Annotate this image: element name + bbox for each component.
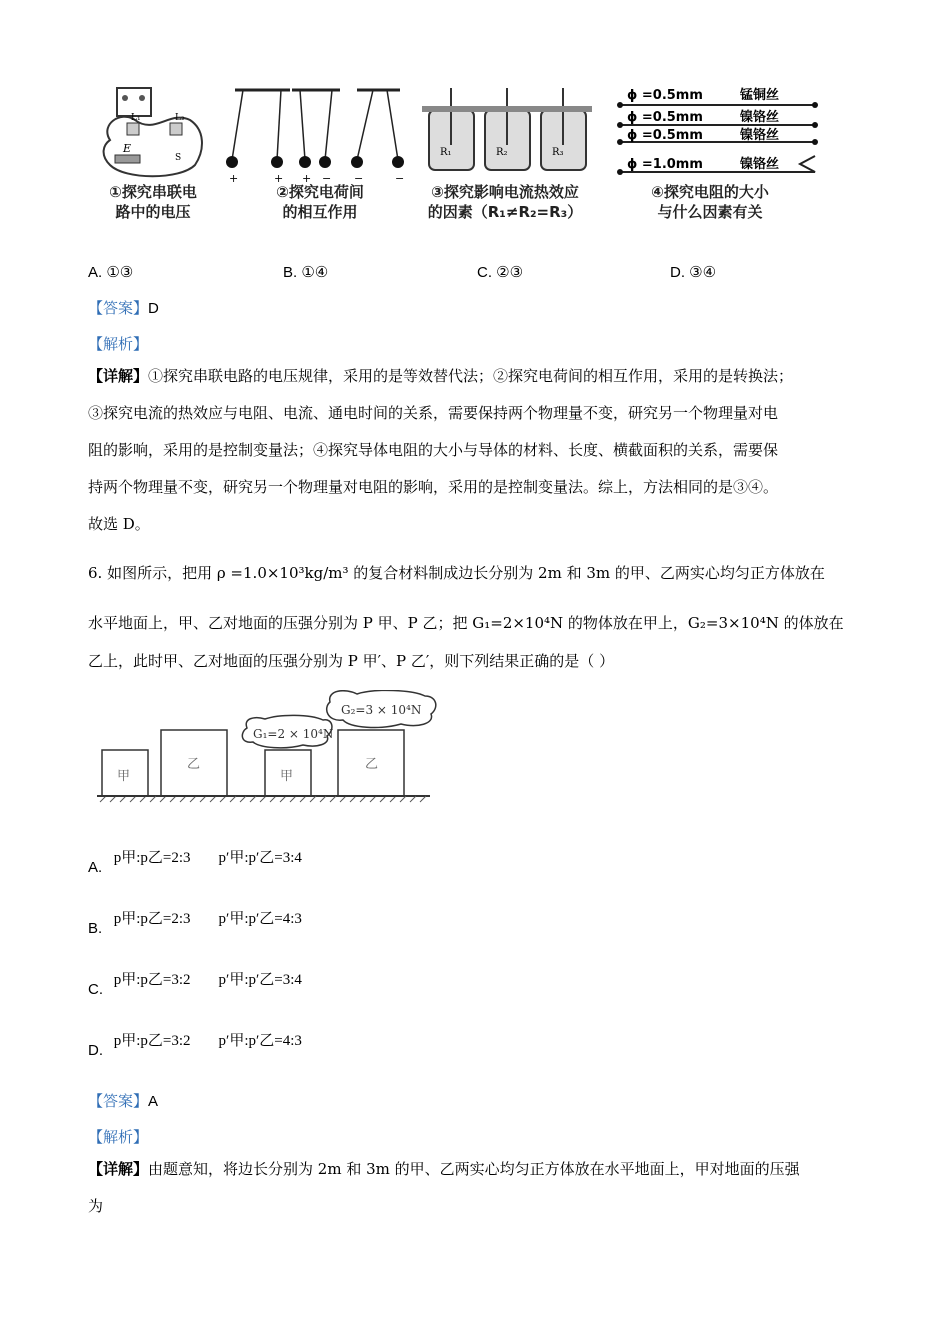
cubes-figure [95,690,455,805]
svg-text:G₁=2 × 10⁴N: G₁=2 × 10⁴N [253,727,334,741]
q6-analysis-tag: 【解析】 [88,1128,149,1146]
q5-option-d[interactable]: D. ③④ [670,264,717,281]
q5-option-b[interactable]: B. ①④ [283,264,329,281]
series-circuit-illustration [104,88,202,176]
detail-tag: 【详解】 [88,367,149,385]
svg-text:镍铬丝: 镍铬丝 [740,157,780,172]
charge-sign: + [302,172,312,185]
resistance-wires-illustration [617,87,818,175]
q5-detail: 【详解】①探究串联电路的电压规律，采用的是等效替代法；②探究电荷间的相互作用，采用的是转换法； ③探究电流的热效应与电阻、电流、通电时间的关系，需要保持两个物理量不变，研究另一个物理量对电 阻的影响，采用的是控制变量法；④探究导体电阻的大小与导体的材料、长度、横截面积的关系，需要保 持两个物理量不变，研究另一个物理量对电阻的影响，采用的是控制变量法。综上，方法相同的是③④。 故选 D。 [88,367,794,533]
svg-text:甲: 甲 [280,769,294,784]
q6-answer: 【答案】A [88,1092,159,1110]
charge-sign: − [354,172,364,185]
svg-text:E: E [123,142,132,155]
heating-jars-illustration [422,88,592,170]
svg-text:锰铜丝: 锰铜丝 [740,88,780,103]
svg-text:L₂: L₂ [175,113,185,123]
charged-spheres-illustration [226,90,404,185]
caption-3: ③探究影响电流热效应 的因素（R₁≠R₂=R₃） [427,183,583,221]
svg-text:甲: 甲 [117,769,131,784]
caption-4: ④探究电阻的大小 与什么因素有关 [651,183,769,221]
svg-text:G₂=3 × 10⁴N: G₂=3 × 10⁴N [341,703,422,717]
q5-answer: 【答案】D [88,299,159,317]
q5-option-a[interactable]: A. ①③ [88,264,134,281]
detail-tag: 【详解】 [88,1160,149,1178]
charge-sign: + [229,172,239,185]
svg-text:ϕ =0.5mm: ϕ =0.5mm [627,88,703,103]
q6-option-d[interactable]: D. p甲:p乙=3:2 p′甲:p′乙=4:3 [88,1033,302,1059]
q5-option-c[interactable]: C. ②③ [477,264,524,281]
q5-analysis-tag: 【解析】 [88,335,149,353]
caption-2: ②探究电荷间 的相互作用 [276,183,364,221]
svg-text:乙: 乙 [365,757,379,772]
charge-sign: − [395,172,405,185]
svg-text:ϕ =1.0mm: ϕ =1.0mm [627,157,703,172]
q6-option-b[interactable]: B. p甲:p乙=2:3 p′甲:p′乙=4:3 [88,911,302,937]
svg-text:R₃: R₃ [552,147,564,158]
charge-sign: − [322,172,332,185]
svg-text:ϕ =0.5mm: ϕ =0.5mm [627,128,703,143]
svg-text:S: S [175,153,182,163]
svg-text:L₁: L₁ [131,113,141,123]
q6-option-a[interactable]: A. p甲:p乙=2:3 p′甲:p′乙=3:4 [88,850,302,876]
svg-text:ϕ =0.5mm: ϕ =0.5mm [627,110,703,125]
q6-stem-line1: 6. 如图所示，把用 ρ =1.0×10³kg/m³ 的复合材料制成边长分别为 2m 和 3m 的甲、乙两实心均匀正方体放在 [88,564,825,582]
q6-option-c[interactable]: C. p甲:p乙=3:2 p′甲:p′乙=3:4 [88,972,302,998]
cubes-diagram [95,690,455,805]
charge-sign: + [274,172,284,185]
q6-detail: 【详解】由题意知，将边长分别为 2m 和 3m 的甲、乙两实心均匀正方体放在水平地面上，甲对地面的压强 为 [88,1160,800,1215]
svg-text:R₂: R₂ [496,147,508,158]
svg-text:乙: 乙 [187,757,201,772]
caption-1: ①探究串联电 路中的电压 [109,183,197,221]
svg-text:R₁: R₁ [440,147,452,158]
svg-text:镍铬丝: 镍铬丝 [740,128,780,143]
q6-stem-line2: 水平地面上，甲、乙对地面的压强分别为 P 甲、P 乙；把 G₁=2×10⁴N 的物体放在甲上，G₂=3×10⁴N 的体放在 [88,614,844,632]
svg-text:镍铬丝: 镍铬丝 [740,110,780,125]
q6-stem-line3: 乙上，此时甲、乙对地面的压强分别为 P 甲′、P 乙′，则下列结果正确的是（ ） [88,652,615,670]
